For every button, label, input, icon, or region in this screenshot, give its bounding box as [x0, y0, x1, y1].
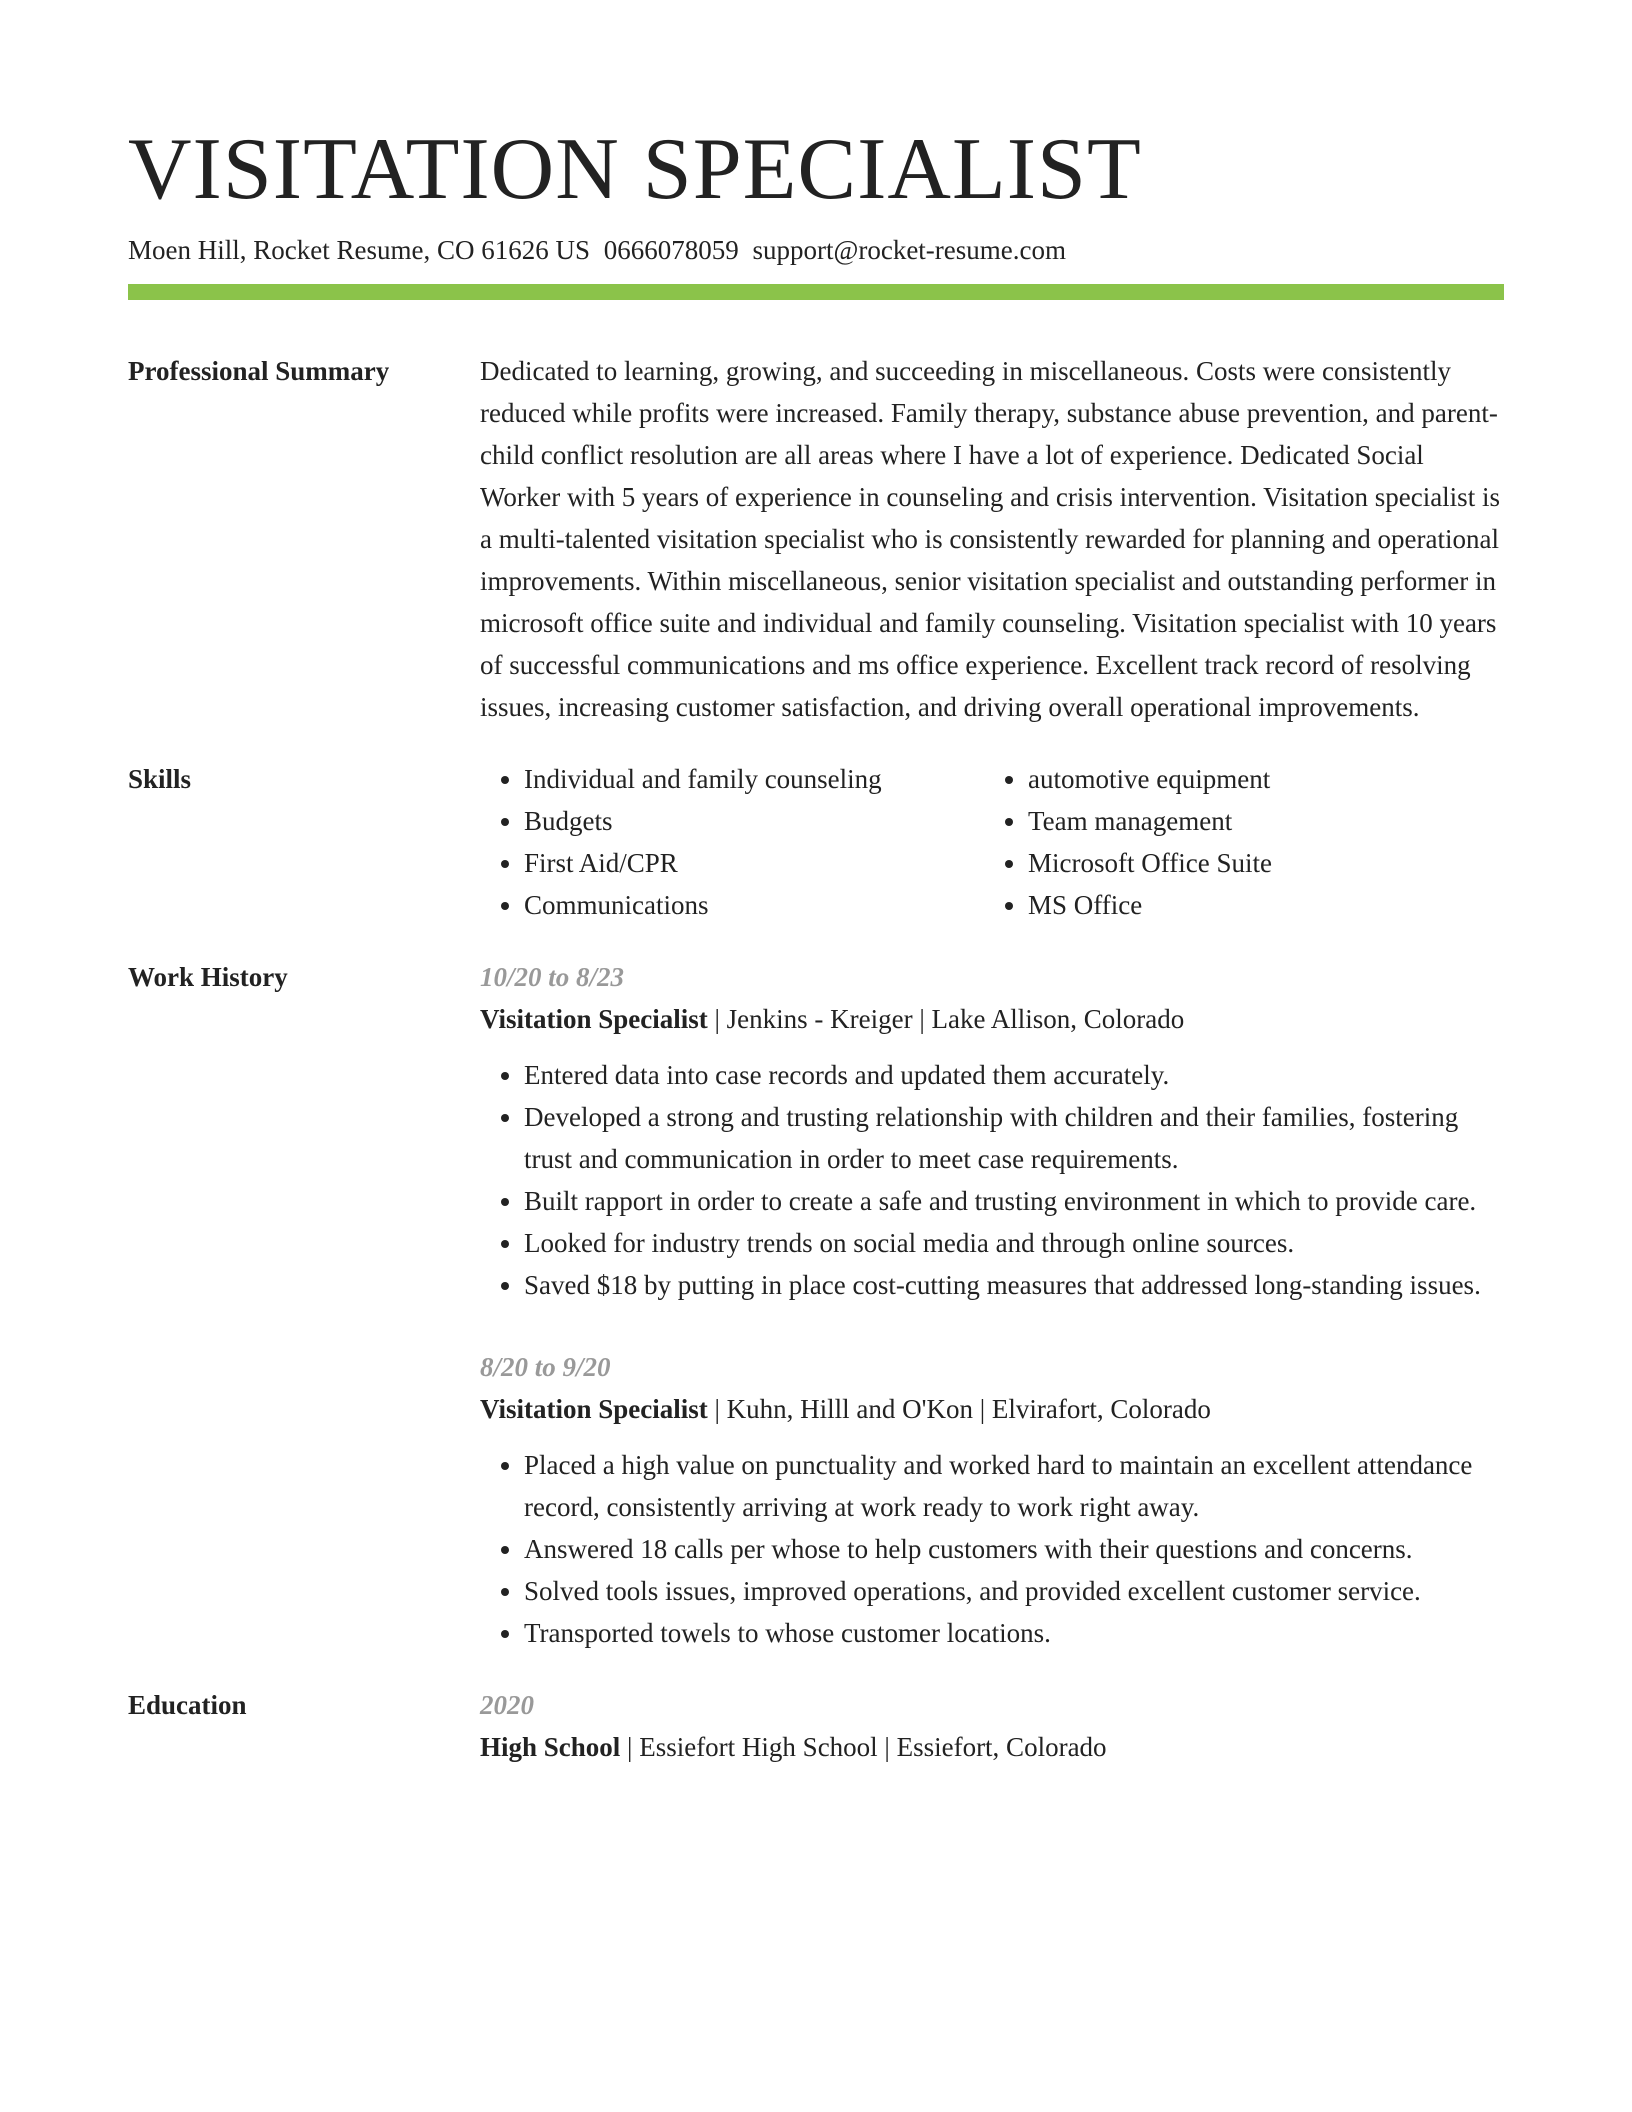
job-dates: 8/20 to 9/20 [480, 1352, 611, 1382]
skills-section [128, 758, 1504, 926]
summary-heading: Professional Summary [128, 356, 390, 386]
education-details: | Essiefort High School | Essiefort, Colorado [627, 1732, 1107, 1762]
contact-email: support@rocket-resume.com [752, 235, 1067, 265]
education-line [480, 1726, 1504, 1768]
education-section [128, 1684, 1504, 1768]
job-dates: 10/20 to 8/23 [480, 962, 625, 992]
skill-item: • Budgets [524, 800, 984, 842]
education-degree: High School [480, 1732, 621, 1762]
header-divider [128, 284, 1504, 300]
job-title: Visitation Specialist [480, 1394, 708, 1424]
work-history-section [128, 956, 1504, 1654]
job-bullet: • Built rapport in order to create a safe and trusting environment in which to provide care. [524, 1180, 1504, 1222]
education-heading: Education [128, 1690, 247, 1720]
skills-column-1 [480, 758, 984, 926]
skills-column-2 [984, 758, 1464, 926]
job-entry [480, 1346, 1504, 1654]
skill-item: • automotive equipment [1028, 758, 1464, 800]
summary-section [128, 350, 1504, 728]
job-bullets [480, 1444, 1504, 1654]
job-bullet: • Saved $18 by putting in place cost-cutting measures that addressed long-standing issues. [524, 1264, 1504, 1306]
contact-address: Moen Hill, Rocket Resume, CO 61626 US [128, 235, 590, 265]
skill-item: • First Aid/CPR [524, 842, 984, 884]
summary-text: Dedicated to learning, growing, and succeeding in miscellaneous. Costs were consistently reduced while profits were increased. Family therapy, substance abuse prevention, and parent-child conflict resolution are all areas where I have a lot of experience. Dedicated Social Worker with 5 years of experience in counseling and crisis intervention. Visitation specialist is a multi-talented visitation specialist who is consistently rewarded for planning and operational improvements. Within miscellaneous, senior visitation specialist and outstanding performer in microsoft office suite and individual and family counseling. Visitation specialist with 10 years of successful communications and ms office experience. Excellent track record of resolving issues, increasing customer satisfaction, and driving overall operational improvements. [480, 356, 1500, 722]
job-bullet: • Answered 18 calls per whose to help customers with their questions and concerns. [524, 1528, 1504, 1570]
skill-item: • Team management [1028, 800, 1464, 842]
job-bullet: • Transported towels to whose customer locations. [524, 1612, 1504, 1654]
job-title: Visitation Specialist [480, 1004, 708, 1034]
job-bullet: • Placed a high value on punctuality and worked hard to maintain an excellent attendance record, consistently arriving at work ready to work right away. [524, 1444, 1504, 1528]
job-bullet: • Entered data into case records and updated them accurately. [524, 1054, 1504, 1096]
skill-item: • Microsoft Office Suite [1028, 842, 1464, 884]
job-bullet: • Looked for industry trends on social media and through online sources. [524, 1222, 1504, 1264]
resume-title: VISITATION SPECIALIST [128, 121, 1142, 218]
job-bullets [480, 1054, 1504, 1306]
skill-item: • MS Office [1028, 884, 1464, 926]
job-entry [480, 956, 1504, 1306]
job-role-line [480, 998, 1504, 1040]
contact-line [128, 232, 1504, 268]
job-bullet: • Developed a strong and trusting relationship with children and their families, fostering trust and communication in order to meet case requirements. [524, 1096, 1504, 1180]
job-role-line [480, 1388, 1504, 1430]
job-bullet: • Solved tools issues, improved operations, and provided excellent customer service. [524, 1570, 1504, 1612]
education-year: 2020 [480, 1690, 534, 1720]
resume-page [128, 120, 1504, 1768]
skill-item: • Individual and family counseling [524, 758, 984, 800]
skills-heading: Skills [128, 764, 192, 794]
job-details: | Jenkins - Kreiger | Lake Allison, Colorado [714, 1004, 1185, 1034]
work-history-heading: Work History [128, 962, 288, 992]
skills-columns [480, 758, 1504, 926]
contact-phone: 0666078059 [603, 235, 739, 265]
job-details: | Kuhn, Hilll and O'Kon | Elvirafort, Colorado [714, 1394, 1211, 1424]
skill-item: • Communications [524, 884, 984, 926]
